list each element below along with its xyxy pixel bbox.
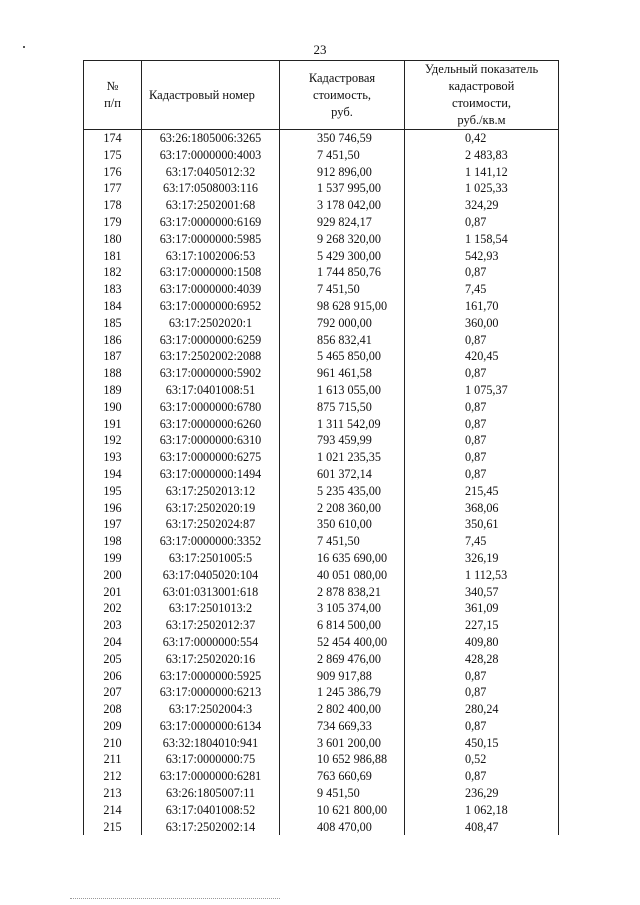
- row-number-cell: 179: [84, 214, 142, 231]
- row-number-cell: 187: [84, 348, 142, 365]
- specific-indicator-cell: 326,19: [405, 550, 559, 567]
- cadastral-value-cell: 2 869 476,00: [280, 651, 405, 668]
- cadastral-value-cell: 350 746,59: [280, 130, 405, 147]
- cadastral-number-cell: 63:17:0000000:6952: [142, 298, 280, 315]
- cadastral-number-cell: 63:26:1805006:3265: [142, 130, 280, 147]
- cadastral-number-cell: 63:17:0000000:6259: [142, 332, 280, 349]
- row-number-cell: 186: [84, 332, 142, 349]
- specific-indicator-cell: 0,52: [405, 751, 559, 768]
- cadastral-number-cell: 63:17:0000000:6281: [142, 768, 280, 785]
- table-row: [84, 684, 559, 701]
- cadastral-number-cell: 63:17:2502013:12: [142, 483, 280, 500]
- cadastral-number-cell: 63:17:0508003:116: [142, 180, 280, 197]
- row-number-cell: 205: [84, 651, 142, 668]
- row-number-cell: 185: [84, 315, 142, 332]
- cadastral-value-cell: 98 628 915,00: [280, 298, 405, 315]
- cadastral-number-cell: 63:17:2502024:87: [142, 516, 280, 533]
- table-row: [84, 735, 559, 752]
- cadastral-number-cell: 63:26:1805007:11: [142, 785, 280, 802]
- cadastral-number-cell: 63:17:0401008:52: [142, 802, 280, 819]
- specific-indicator-cell: 1 075,37: [405, 382, 559, 399]
- table-header-row: [84, 61, 559, 130]
- header-line: кадастровой: [448, 79, 515, 93]
- cadastral-value-cell: 1 311 542,09: [280, 416, 405, 433]
- specific-indicator-cell: 0,87: [405, 449, 559, 466]
- header-line: п/п: [104, 96, 121, 110]
- header-cadastral-value: [280, 61, 405, 130]
- row-number-cell: 183: [84, 281, 142, 298]
- cadastral-number-cell: 63:17:0000000:6310: [142, 432, 280, 449]
- scan-footer-line: [70, 898, 280, 899]
- table-row: [84, 516, 559, 533]
- page-number: 23: [313, 42, 327, 57]
- table-row: [84, 533, 559, 550]
- table-row: [84, 315, 559, 332]
- table-row: [84, 449, 559, 466]
- specific-indicator-cell: 280,24: [405, 701, 559, 718]
- table-row: [84, 214, 559, 231]
- cadastral-value-cell: 961 461,58: [280, 365, 405, 382]
- row-number-cell: 184: [84, 298, 142, 315]
- row-number-cell: 199: [84, 550, 142, 567]
- row-number-cell: 201: [84, 584, 142, 601]
- header-line: Кадастровая: [308, 70, 376, 85]
- row-number-cell: 214: [84, 802, 142, 819]
- table-row: [84, 802, 559, 819]
- table-body: [84, 130, 559, 836]
- row-number-cell: 195: [84, 483, 142, 500]
- row-number-cell: 197: [84, 516, 142, 533]
- cadastral-value-cell: 1 744 850,76: [280, 264, 405, 281]
- row-number-cell: 193: [84, 449, 142, 466]
- cadastral-value-cell: 912 896,00: [280, 164, 405, 181]
- cadastral-number-cell: 63:17:0000000:6134: [142, 718, 280, 735]
- header-line: №: [106, 79, 119, 93]
- specific-indicator-cell: 161,70: [405, 298, 559, 315]
- cadastral-value-cell: 763 660,69: [280, 768, 405, 785]
- table-row: [84, 416, 559, 433]
- row-number-cell: 181: [84, 248, 142, 265]
- header-cadastral-number: [142, 61, 280, 130]
- table-row: [84, 483, 559, 500]
- cadastral-number-cell: 63:17:0405012:32: [142, 164, 280, 181]
- row-number-cell: 196: [84, 500, 142, 517]
- row-number-cell: 176: [84, 164, 142, 181]
- cadastral-value-cell: 52 454 400,00: [280, 634, 405, 651]
- row-number-cell: 211: [84, 751, 142, 768]
- table-row: [84, 147, 559, 164]
- cadastral-value-cell: 5 235 435,00: [280, 483, 405, 500]
- cadastral-number-cell: 63:17:0000000:5902: [142, 365, 280, 382]
- specific-indicator-cell: 1 141,12: [405, 164, 559, 181]
- cadastral-value-cell: 40 051 080,00: [280, 567, 405, 584]
- header-number: [84, 61, 142, 130]
- cadastral-number-cell: 63:17:0000000:6169: [142, 214, 280, 231]
- header-line: стоимость,: [312, 87, 372, 102]
- table-row: [84, 751, 559, 768]
- specific-indicator-cell: 215,45: [405, 483, 559, 500]
- cadastral-number-cell: 63:17:2502002:2088: [142, 348, 280, 365]
- cadastral-value-cell: 875 715,50: [280, 399, 405, 416]
- specific-indicator-cell: 0,87: [405, 332, 559, 349]
- header-line: Кадастровый номер: [149, 87, 255, 102]
- specific-indicator-cell: 0,87: [405, 466, 559, 483]
- cadastral-value-cell: 2 802 400,00: [280, 701, 405, 718]
- specific-indicator-cell: 7,45: [405, 533, 559, 550]
- specific-indicator-cell: 428,28: [405, 651, 559, 668]
- row-number-cell: 198: [84, 533, 142, 550]
- row-number-cell: 207: [84, 684, 142, 701]
- cadastral-value-cell: 601 372,14: [280, 466, 405, 483]
- cadastral-number-cell: 63:17:0405020:104: [142, 567, 280, 584]
- table-row: [84, 180, 559, 197]
- cadastral-number-cell: 63:17:2502020:1: [142, 315, 280, 332]
- cadastral-value-cell: 793 459,99: [280, 432, 405, 449]
- specific-indicator-cell: 0,87: [405, 399, 559, 416]
- table-row: [84, 768, 559, 785]
- cadastral-number-cell: 63:17:0000000:6275: [142, 449, 280, 466]
- cadastral-value-cell: 3 178 042,00: [280, 197, 405, 214]
- cadastral-value-cell: 929 824,17: [280, 214, 405, 231]
- cadastral-number-cell: 63:17:0000000:5925: [142, 668, 280, 685]
- row-number-cell: 206: [84, 668, 142, 685]
- header-line: руб./кв.м: [457, 113, 506, 127]
- table-row: [84, 634, 559, 651]
- table-row: [84, 382, 559, 399]
- cadastral-number-cell: 63:17:0000000:1494: [142, 466, 280, 483]
- specific-indicator-cell: 324,29: [405, 197, 559, 214]
- cadastral-number-cell: 63:17:2502004:3: [142, 701, 280, 718]
- specific-indicator-cell: 340,57: [405, 584, 559, 601]
- table-row: [84, 466, 559, 483]
- header-line: Удельный показатель: [424, 62, 539, 76]
- specific-indicator-cell: 0,87: [405, 668, 559, 685]
- cadastral-value-cell: 7 451,50: [280, 281, 405, 298]
- cadastral-value-cell: 2 208 360,00: [280, 500, 405, 517]
- specific-indicator-cell: 1 025,33: [405, 180, 559, 197]
- specific-indicator-cell: 0,87: [405, 214, 559, 231]
- cadastral-number-cell: 63:17:0000000:554: [142, 634, 280, 651]
- row-number-cell: 175: [84, 147, 142, 164]
- table-row: [84, 298, 559, 315]
- header-line: руб.: [331, 104, 353, 119]
- table-row: [84, 365, 559, 382]
- table-row: [84, 785, 559, 802]
- specific-indicator-cell: 1 062,18: [405, 802, 559, 819]
- row-number-cell: 212: [84, 768, 142, 785]
- row-number-cell: 215: [84, 819, 142, 836]
- specific-indicator-cell: 361,09: [405, 600, 559, 617]
- row-number-cell: 182: [84, 264, 142, 281]
- header-line: стоимости,: [451, 96, 512, 110]
- table-row: [84, 701, 559, 718]
- specific-indicator-cell: 0,87: [405, 684, 559, 701]
- cadastral-number-cell: 63:17:0000000:4039: [142, 281, 280, 298]
- cadastral-value-cell: 856 832,41: [280, 332, 405, 349]
- table-row: [84, 584, 559, 601]
- row-number-cell: 191: [84, 416, 142, 433]
- cadastral-number-cell: 63:17:2502020:16: [142, 651, 280, 668]
- specific-indicator-cell: 1 112,53: [405, 567, 559, 584]
- row-number-cell: 189: [84, 382, 142, 399]
- row-number-cell: 209: [84, 718, 142, 735]
- table-row: [84, 248, 559, 265]
- specific-indicator-cell: 0,42: [405, 130, 559, 147]
- table-row: [84, 281, 559, 298]
- table-row: [84, 197, 559, 214]
- table-row: [84, 264, 559, 281]
- table-row: [84, 399, 559, 416]
- specific-indicator-cell: 450,15: [405, 735, 559, 752]
- cadastral-value-cell: 3 601 200,00: [280, 735, 405, 752]
- table-row: [84, 348, 559, 365]
- table-row: [84, 164, 559, 181]
- table-row: [84, 231, 559, 248]
- row-number-cell: 208: [84, 701, 142, 718]
- cadastral-value-cell: 2 878 838,21: [280, 584, 405, 601]
- cadastral-value-cell: 734 669,33: [280, 718, 405, 735]
- cadastral-number-cell: 63:17:1002006:53: [142, 248, 280, 265]
- table-row: [84, 332, 559, 349]
- cadastral-value-cell: 7 451,50: [280, 533, 405, 550]
- specific-indicator-cell: 350,61: [405, 516, 559, 533]
- row-number-cell: 200: [84, 567, 142, 584]
- table-row: [84, 819, 559, 836]
- table-row: [84, 432, 559, 449]
- specific-indicator-cell: 2 483,83: [405, 147, 559, 164]
- cadastral-value-cell: 792 000,00: [280, 315, 405, 332]
- cadastral-value-cell: 1 613 055,00: [280, 382, 405, 399]
- specific-indicator-cell: 0,87: [405, 416, 559, 433]
- table-row: [84, 500, 559, 517]
- row-number-cell: 194: [84, 466, 142, 483]
- table-row: [84, 718, 559, 735]
- cadastral-value-cell: 9 451,50: [280, 785, 405, 802]
- row-number-cell: 202: [84, 600, 142, 617]
- cadastral-value-cell: 1 021 235,35: [280, 449, 405, 466]
- table-row: [84, 617, 559, 634]
- specific-indicator-cell: 236,29: [405, 785, 559, 802]
- cadastral-number-cell: 63:17:2501005:5: [142, 550, 280, 567]
- specific-indicator-cell: 7,45: [405, 281, 559, 298]
- cadastral-number-cell: 63:17:0000000:1508: [142, 264, 280, 281]
- table-row: [84, 668, 559, 685]
- specific-indicator-cell: 0,87: [405, 432, 559, 449]
- cadastral-number-cell: 63:17:0000000:6780: [142, 399, 280, 416]
- specific-indicator-cell: 368,06: [405, 500, 559, 517]
- header-specific-indicator: [405, 61, 559, 130]
- row-number-cell: 188: [84, 365, 142, 382]
- row-number-cell: 190: [84, 399, 142, 416]
- cadastral-number-cell: 63:17:0000000:3352: [142, 533, 280, 550]
- specific-indicator-cell: 408,47: [405, 819, 559, 836]
- cadastral-value-cell: 1 245 386,79: [280, 684, 405, 701]
- cadastre-table: [83, 60, 559, 835]
- cadastral-value-cell: 6 814 500,00: [280, 617, 405, 634]
- row-number-cell: 180: [84, 231, 142, 248]
- cadastral-value-cell: 350 610,00: [280, 516, 405, 533]
- cadastral-number-cell: 63:17:2501013:2: [142, 600, 280, 617]
- cadastral-number-cell: 63:17:2502020:19: [142, 500, 280, 517]
- cadastral-value-cell: 1 537 995,00: [280, 180, 405, 197]
- cadastral-number-cell: 63:17:2502002:14: [142, 819, 280, 836]
- row-number-cell: 174: [84, 130, 142, 147]
- cadastral-number-cell: 63:32:1804010:941: [142, 735, 280, 752]
- cadastral-value-cell: 408 470,00: [280, 819, 405, 836]
- row-number-cell: 204: [84, 634, 142, 651]
- row-number-cell: 178: [84, 197, 142, 214]
- specific-indicator-cell: 0,87: [405, 768, 559, 785]
- table-row: [84, 550, 559, 567]
- cadastral-value-cell: 9 268 320,00: [280, 231, 405, 248]
- specific-indicator-cell: 542,93: [405, 248, 559, 265]
- cadastral-number-cell: 63:17:0000000:6213: [142, 684, 280, 701]
- cadastral-number-cell: 63:17:0000000:6260: [142, 416, 280, 433]
- cadastral-number-cell: 63:17:0401008:51: [142, 382, 280, 399]
- specific-indicator-cell: 0,87: [405, 264, 559, 281]
- row-number-cell: 203: [84, 617, 142, 634]
- row-number-cell: 177: [84, 180, 142, 197]
- table-row: [84, 130, 559, 147]
- cadastral-value-cell: 5 465 850,00: [280, 348, 405, 365]
- cadastral-value-cell: 3 105 374,00: [280, 600, 405, 617]
- row-number-cell: 210: [84, 735, 142, 752]
- cadastral-number-cell: 63:17:0000000:5985: [142, 231, 280, 248]
- table-row: [84, 567, 559, 584]
- cadastral-number-cell: 63:17:0000000:4003: [142, 147, 280, 164]
- row-number-cell: 192: [84, 432, 142, 449]
- cadastral-number-cell: 63:17:2502001:68: [142, 197, 280, 214]
- cadastral-value-cell: 10 652 986,88: [280, 751, 405, 768]
- specific-indicator-cell: 1 158,54: [405, 231, 559, 248]
- specific-indicator-cell: 420,45: [405, 348, 559, 365]
- cadastral-value-cell: 16 635 690,00: [280, 550, 405, 567]
- cadastral-value-cell: 7 451,50: [280, 147, 405, 164]
- table-row: [84, 651, 559, 668]
- specific-indicator-cell: 409,80: [405, 634, 559, 651]
- cadastral-number-cell: 63:17:2502012:37: [142, 617, 280, 634]
- cadastral-value-cell: 10 621 800,00: [280, 802, 405, 819]
- specific-indicator-cell: 227,15: [405, 617, 559, 634]
- cadastral-number-cell: 63:01:0313001:618: [142, 584, 280, 601]
- cadastral-value-cell: 909 917,88: [280, 668, 405, 685]
- cadastral-value-cell: 5 429 300,00: [280, 248, 405, 265]
- specific-indicator-cell: 0,87: [405, 718, 559, 735]
- cadastral-number-cell: 63:17:0000000:75: [142, 751, 280, 768]
- row-number-cell: 213: [84, 785, 142, 802]
- specific-indicator-cell: 360,00: [405, 315, 559, 332]
- table-row: [84, 600, 559, 617]
- specific-indicator-cell: 0,87: [405, 365, 559, 382]
